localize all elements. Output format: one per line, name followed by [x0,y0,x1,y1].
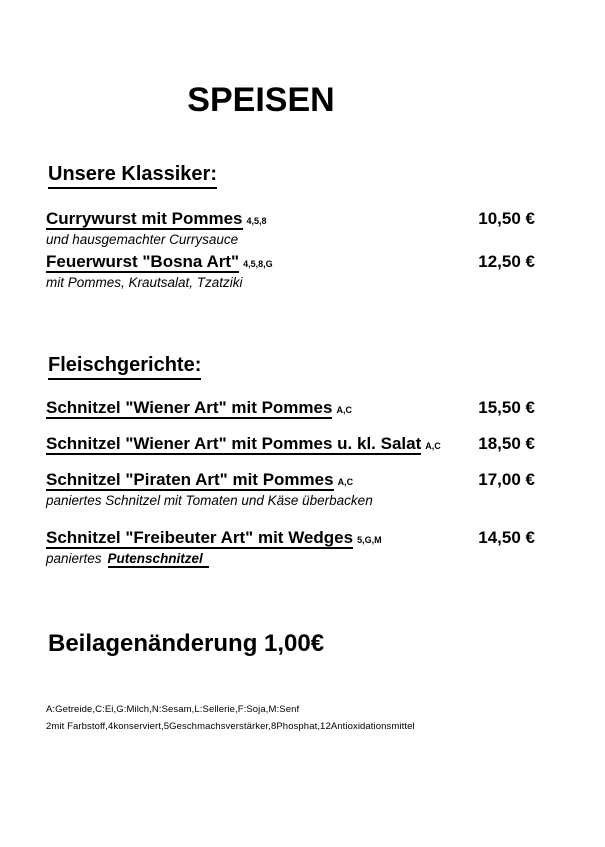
item-price: 12,50 € [478,252,535,272]
item-allergen-codes: A,C [336,405,352,416]
item-description: und hausgemachter Currysauce [46,232,239,248]
side-change-notice: Beilagenänderung 1,00€ [48,630,325,658]
menu-item-row [46,209,535,229]
section-fleischgerichte-items [46,398,535,566]
item-price: 14,50 € [478,528,535,548]
menu-item-schnitzel-wiener [46,398,535,418]
section-fleischgerichte [46,354,535,566]
item-allergen-codes: A,C [425,441,441,452]
item-name: Schnitzel "Freibeuter Art" mit Wedges [46,528,354,548]
menu-item-schnitzel-freibeuter [46,528,535,566]
menu-item-row [46,434,535,454]
item-name: Currywurst mit Pommes [46,209,243,229]
item-description [46,551,535,566]
item-description: mit Pommes, Krautsalat, Tzatziki [46,275,243,291]
item-price: 15,50 € [478,398,535,418]
item-description: paniertes Schnitzel mit Tomaten und Käse überbacken [46,493,373,509]
item-name-wrap [46,209,478,229]
menu-item-row [46,470,535,490]
menu-item-row [46,528,535,548]
item-name-wrap [46,252,478,272]
menu-item-row [46,252,535,272]
item-allergen-codes: 4,5,8 [246,216,267,227]
item-name-wrap [46,470,478,490]
additives-legend: 2mit Farbstoff,4konserviert,5Geschmachsverstärker,8Phosphat,12Antioxidationsmittel [46,721,415,733]
menu-item-feuerwurst [46,252,535,290]
item-description-prefix: paniertes [46,551,102,567]
page-title: SPEISEN [187,81,335,119]
item-name: Feuerwurst "Bosna Art" [46,252,240,272]
menu-item-schnitzel-piraten [46,470,535,508]
section-klassiker [46,163,535,290]
item-name-wrap [46,528,478,548]
item-price: 10,50 € [478,209,535,229]
allergen-legend: A:Getreide,C:Ei,G:Milch,N:Sesam,L:Sellerie,F:Soja,M:Senf [46,704,300,716]
item-description-highlight: Putenschnitzel [108,551,209,568]
section-klassiker-items [46,209,535,290]
item-name: Schnitzel "Piraten Art" mit Pommes [46,470,334,490]
section-heading-fleischgerichte: Fleischgerichte: [48,354,201,380]
item-name: Schnitzel "Wiener Art" mit Pommes u. kl. Salat [46,434,422,454]
section-heading-klassiker: Unsere Klassiker: [48,163,217,189]
item-price: 17,00 € [478,470,535,490]
footnotes [46,702,535,735]
item-price: 18,50 € [478,434,535,454]
item-allergen-codes: 5,G,M [357,535,382,546]
menu-item-row [46,398,535,418]
item-name-wrap [46,434,478,454]
item-allergen-codes: 4,5,8,G [243,259,273,270]
item-name-wrap [46,398,478,418]
item-allergen-codes: A,C [337,477,354,488]
menu-item-schnitzel-wiener-salat [46,434,535,454]
item-name: Schnitzel "Wiener Art" mit Pommes [46,398,333,418]
menu-item-currywurst [46,209,535,247]
